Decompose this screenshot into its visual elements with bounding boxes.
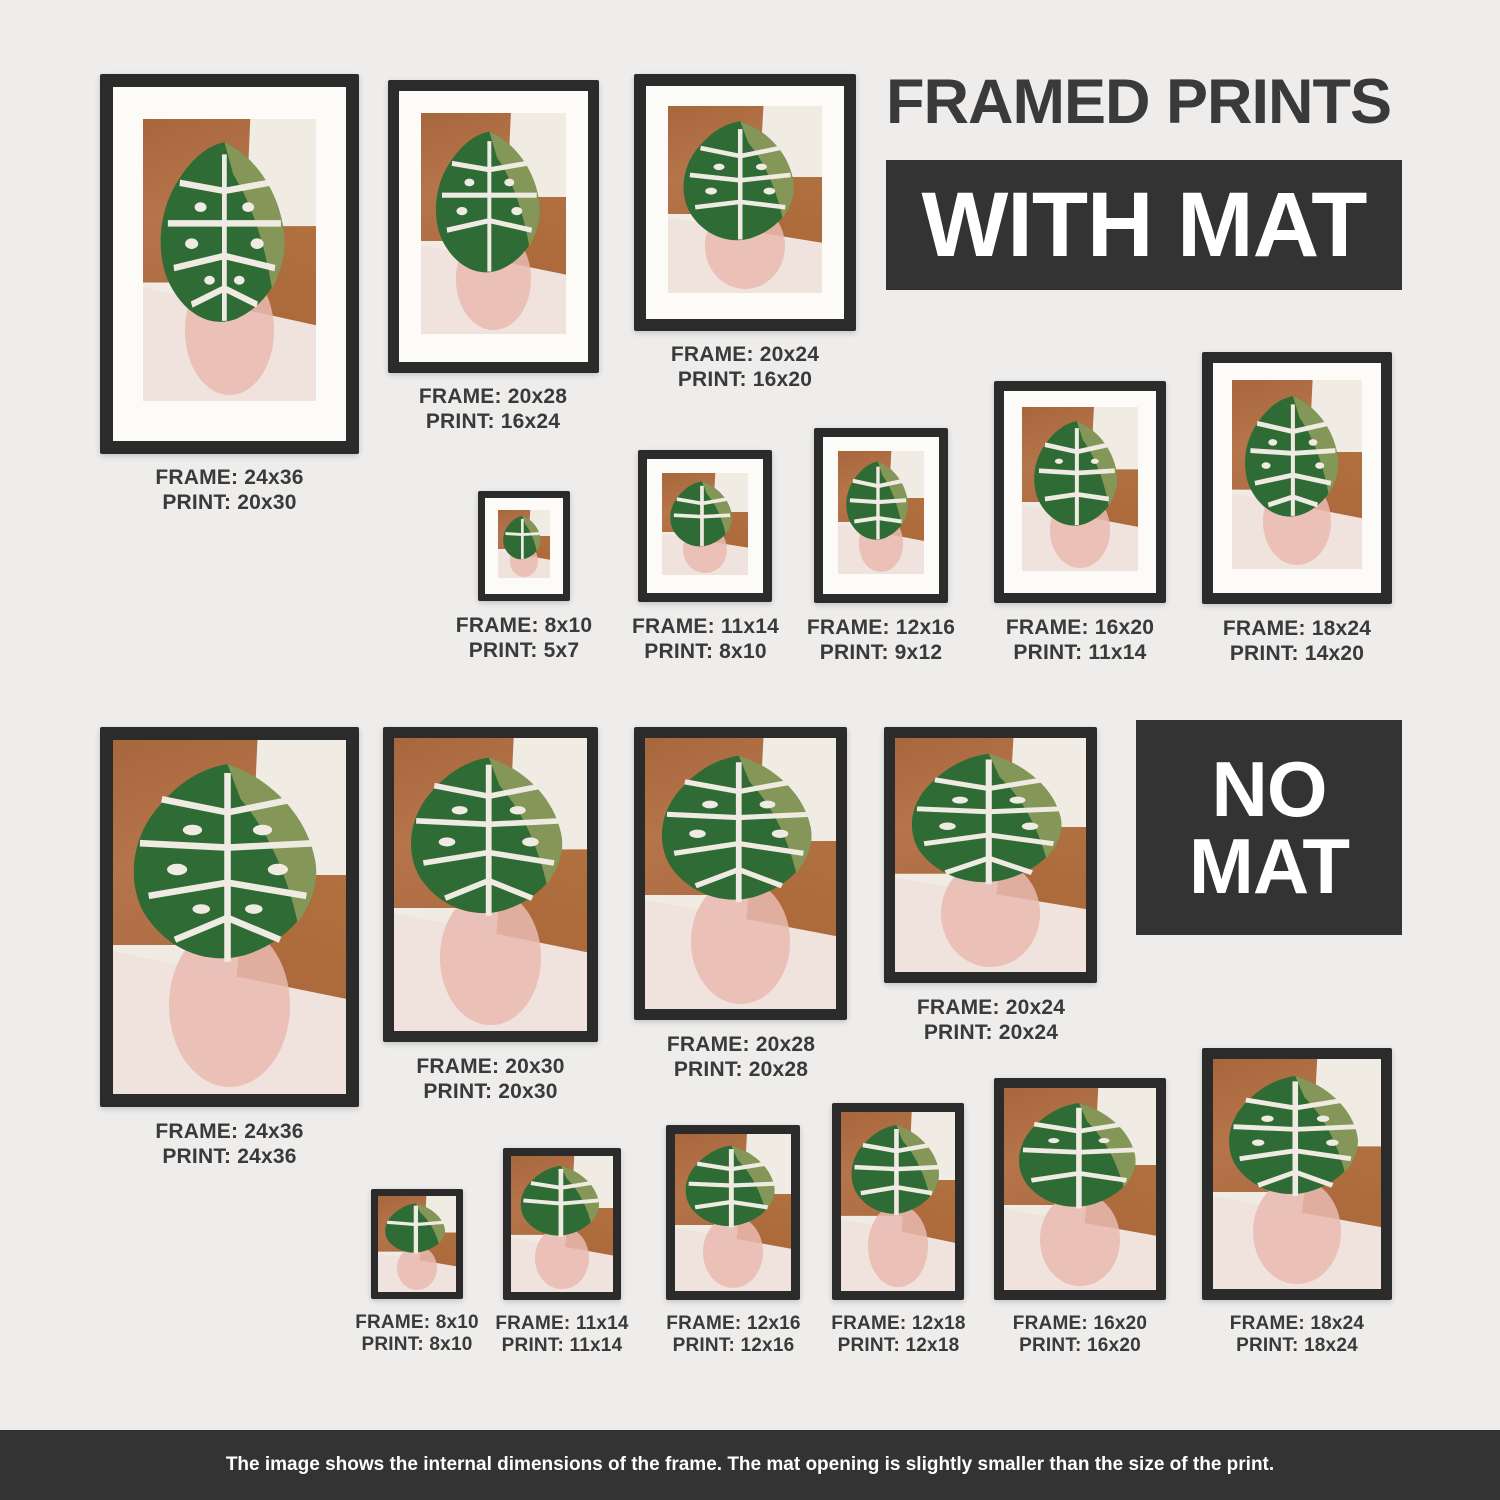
frame-border — [638, 450, 772, 602]
frame-caption — [646, 1313, 821, 1358]
frame-caption — [60, 1120, 399, 1170]
frame-caption — [596, 1033, 886, 1083]
caption-frame-size: FRAME: 20x28 — [418, 385, 568, 408]
frame-border — [100, 74, 359, 454]
artwork — [841, 1112, 955, 1291]
caption-frame-size: FRAME: 20x30 — [416, 1055, 565, 1078]
frame-border — [994, 1078, 1166, 1300]
caption-print-size: PRINT: 8x10 — [361, 1334, 473, 1356]
caption-frame-size: FRAME: 18x24 — [1222, 617, 1372, 640]
artwork — [143, 119, 316, 401]
frame-border — [884, 727, 1097, 983]
frame-caption — [811, 1313, 986, 1358]
artwork — [675, 1134, 791, 1291]
caption-print-size: PRINT: 14x20 — [1229, 641, 1365, 665]
frame-caption — [603, 615, 808, 665]
monstera-leaf-icon — [1027, 414, 1127, 532]
caption-frame-size: FRAME: 16x20 — [1012, 1313, 1148, 1334]
artwork — [421, 113, 566, 334]
caption-print-size: PRINT: 20x28 — [673, 1057, 809, 1081]
mat-board — [399, 91, 588, 362]
no-mat-badge-line1: NO — [1211, 745, 1327, 834]
caption-print-size: PRINT: 24x36 — [162, 1144, 297, 1168]
monstera-leaf-icon — [841, 456, 915, 545]
caption-print-size: PRINT: 16x20 — [677, 367, 813, 391]
monstera-leaf-icon — [899, 745, 1079, 890]
frame-border — [994, 381, 1166, 603]
no-mat-badge-line2: MAT — [1188, 821, 1350, 910]
caption-frame-size: FRAME: 12x16 — [666, 1313, 801, 1334]
frame-caption — [482, 1313, 642, 1358]
artwork — [1232, 380, 1362, 569]
monstera-leaf-icon — [514, 1161, 608, 1240]
monstera-leaf-icon — [844, 1119, 949, 1219]
caption-frame-size: FRAME: 24x36 — [155, 466, 304, 489]
caption-frame-size: FRAME: 11x14 — [631, 615, 780, 638]
mat-board — [646, 86, 844, 319]
frame-border — [1202, 352, 1392, 604]
frame-caption — [862, 996, 1120, 1046]
monstera-leaf-icon — [500, 513, 545, 562]
artwork — [645, 738, 836, 1009]
mat-board — [485, 498, 563, 594]
frame-border — [503, 1148, 621, 1300]
caption-frame-size: FRAME: 24x36 — [155, 1120, 304, 1143]
frame-border — [383, 727, 598, 1042]
frame-border — [814, 428, 948, 603]
monstera-leaf-icon — [1009, 1096, 1149, 1213]
artwork — [498, 510, 550, 578]
monstera-leaf-icon — [674, 113, 806, 248]
frame-border — [634, 74, 856, 331]
footer-note-text: The image shows the internal dimensions of the frame. The mat opening is slightly smaller than the size of the print. — [225, 1454, 1275, 1475]
caption-frame-size: FRAME: 8x10 — [455, 614, 593, 637]
caption-frame-size: FRAME: 20x28 — [666, 1033, 816, 1056]
frame-border — [371, 1189, 463, 1299]
artwork — [1004, 1088, 1156, 1290]
caption-frame-size: FRAME: 16x20 — [1005, 616, 1155, 639]
artwork — [113, 740, 346, 1094]
artwork — [378, 1196, 456, 1292]
caption-frame-size: FRAME: 20x24 — [670, 343, 820, 366]
artwork — [1213, 1059, 1381, 1289]
frame-border — [1202, 1048, 1392, 1300]
caption-frame-size: FRAME: 18x24 — [1229, 1313, 1365, 1334]
monstera-leaf-icon — [665, 477, 739, 550]
mat-board — [113, 87, 346, 441]
artwork — [511, 1156, 613, 1292]
with-mat-badge-label: WITH MAT — [921, 173, 1367, 276]
monstera-leaf-icon — [1218, 1068, 1373, 1201]
mat-board — [1213, 363, 1381, 593]
caption-frame-size: FRAME: 12x18 — [831, 1313, 966, 1334]
page-title: FRAMED PRINTS — [886, 67, 1391, 137]
monstera-leaf-icon — [678, 1140, 785, 1231]
frame-caption — [781, 616, 981, 666]
monstera-leaf-icon — [150, 130, 299, 333]
monstera-leaf-icon — [649, 746, 829, 909]
frame-caption — [585, 343, 905, 393]
caption-print-size: PRINT: 20x30 — [162, 490, 297, 514]
frame-caption — [1202, 1313, 1392, 1358]
caption-print-size: PRINT: 11x14 — [1013, 640, 1147, 664]
caption-print-size: PRINT: 20x24 — [923, 1020, 1059, 1044]
artwork — [668, 106, 822, 293]
monstera-leaf-icon — [398, 747, 579, 923]
frame-border — [832, 1103, 964, 1300]
mat-board — [823, 437, 939, 594]
monstera-leaf-icon — [380, 1200, 452, 1256]
frame-caption — [985, 1313, 1175, 1358]
caption-print-size: PRINT: 9x12 — [819, 640, 943, 664]
no-mat-badge — [1136, 720, 1402, 935]
frame-border — [100, 727, 359, 1107]
caption-print-size: PRINT: 11x14 — [501, 1335, 623, 1357]
frame-caption — [60, 466, 399, 516]
caption-frame-size: FRAME: 20x24 — [916, 996, 1066, 1019]
artwork — [394, 738, 587, 1031]
frame-caption — [1182, 617, 1412, 667]
frame-border — [634, 727, 847, 1020]
caption-print-size: PRINT: 12x18 — [837, 1335, 960, 1357]
frame-caption — [339, 1312, 495, 1357]
artwork — [662, 473, 748, 575]
caption-print-size: PRINT: 12x16 — [672, 1335, 795, 1357]
with-mat-badge — [886, 160, 1402, 290]
caption-frame-size: FRAME: 8x10 — [355, 1312, 479, 1333]
caption-print-size: PRINT: 16x24 — [425, 409, 561, 433]
artwork — [1022, 407, 1138, 571]
monstera-leaf-icon — [118, 751, 337, 970]
mat-board — [1004, 391, 1156, 593]
monstera-leaf-icon — [427, 122, 552, 281]
mat-board — [647, 459, 763, 593]
frame-border — [666, 1125, 800, 1300]
caption-print-size: PRINT: 20x30 — [423, 1079, 558, 1103]
artwork — [895, 738, 1086, 972]
frame-caption — [971, 616, 1189, 666]
caption-print-size: PRINT: 5x7 — [468, 638, 580, 662]
caption-print-size: PRINT: 16x20 — [1019, 1335, 1141, 1357]
footer-note — [0, 1430, 1500, 1500]
caption-print-size: PRINT: 18x24 — [1236, 1335, 1358, 1357]
caption-print-size: PRINT: 8x10 — [644, 639, 767, 663]
caption-frame-size: FRAME: 12x16 — [806, 616, 956, 639]
frame-border — [478, 491, 570, 601]
monstera-leaf-icon — [1237, 388, 1349, 524]
artwork — [838, 451, 924, 574]
frame-border — [388, 80, 599, 373]
caption-frame-size: FRAME: 11x14 — [495, 1313, 629, 1334]
